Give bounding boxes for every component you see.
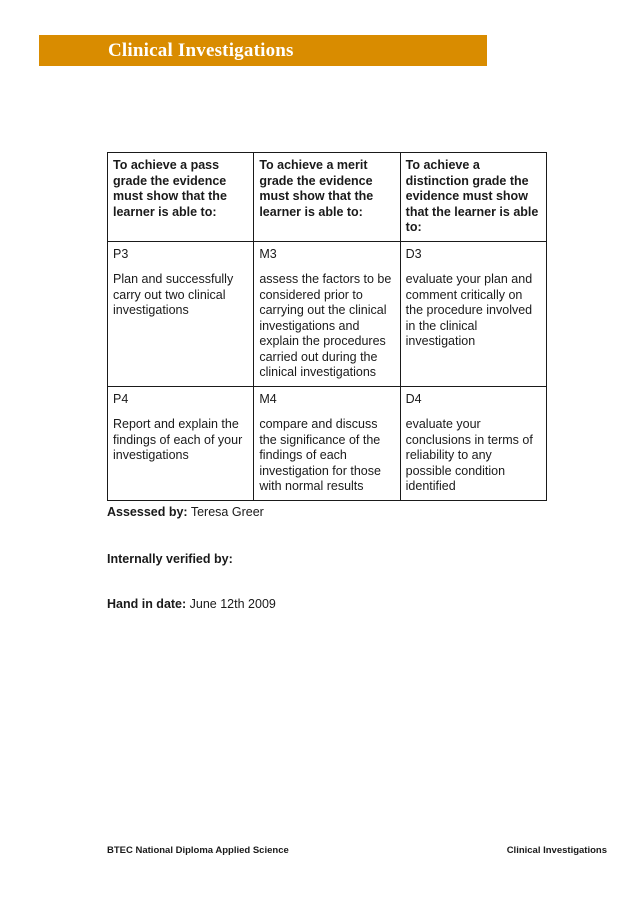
cell-m3 xyxy=(254,241,400,386)
cell-d4 xyxy=(400,386,546,500)
hand-in-date xyxy=(107,597,276,611)
criterion-code: D3 xyxy=(405,246,422,261)
cell-m4 xyxy=(254,386,400,500)
table-row xyxy=(108,241,547,386)
internally-verified-label: Internally verified by: xyxy=(107,552,233,566)
header-pass: To achieve a pass grade the evidence must show that the learner is able to: xyxy=(108,153,254,242)
footer-course: BTEC National Diploma Applied Science xyxy=(107,845,289,856)
header-merit: To achieve a merit grade the evidence must show that the learner is able to: xyxy=(254,153,400,242)
criterion-code: P3 xyxy=(113,246,129,261)
hand-in-date-label: Hand in date: xyxy=(107,597,187,611)
criterion-text: assess the factors to be considered prior to carrying out the clinical investigations and explain the procedures carried out during the clinical investigations xyxy=(259,272,392,379)
cell-p3 xyxy=(108,241,254,386)
criterion-text: evaluate your plan and comment critically on the procedure involved in the clinical investigation xyxy=(405,272,533,348)
footer-unit: Clinical Investigations xyxy=(506,845,607,856)
criterion-text: compare and discuss the significance of the findings of each investigation for those with normal results xyxy=(259,417,381,493)
criterion-code: P4 xyxy=(113,391,129,406)
internally-verified-by xyxy=(107,552,233,566)
criterion-code: D4 xyxy=(405,391,422,406)
assessed-by-label: Assessed by: xyxy=(107,505,188,519)
criterion-text: Report and explain the findings of each of your investigations xyxy=(113,417,243,462)
hand-in-date-value: June 12th 2009 xyxy=(189,597,276,611)
table-header-row xyxy=(108,153,547,242)
title-bar xyxy=(39,35,487,66)
page-title: Clinical Investigations xyxy=(108,40,294,61)
criterion-code: M4 xyxy=(259,391,277,406)
criterion-text: Plan and successfully carry out two clinical investigations xyxy=(113,272,234,317)
assessed-by xyxy=(107,505,264,519)
criterion-text: evaluate your conclusions in terms of reliability to any possible condition identified xyxy=(405,417,533,493)
header-distinction: To achieve a distinction grade the evidence must show that the learner is able to: xyxy=(400,153,546,242)
grading-criteria-table xyxy=(107,152,547,501)
cell-p4 xyxy=(108,386,254,500)
cell-d3 xyxy=(400,241,546,386)
assessed-by-value: Teresa Greer xyxy=(190,505,264,519)
criterion-code: M3 xyxy=(259,246,277,261)
table-row xyxy=(108,386,547,500)
